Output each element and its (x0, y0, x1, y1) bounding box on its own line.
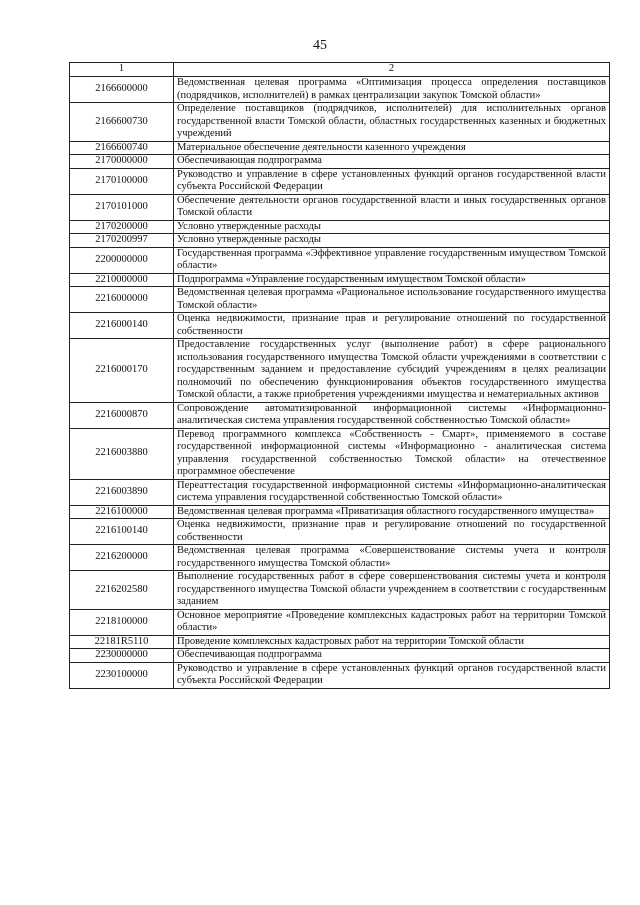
row-code: 2230000000 (70, 649, 174, 663)
row-name: Перевод программного комплекса «Собственность - Смарт», применяемого в составе государственной информационной системы «Информационно - аналитическая система управления государственной собственностью Томской области» на отечественное программное обеспечение (174, 428, 610, 479)
table-row (70, 545, 610, 571)
row-name: Оценка недвижимости, признание прав и регулирование отношений по государственной собственности (174, 519, 610, 545)
row-code: 2216000170 (70, 339, 174, 403)
row-code: 2216000870 (70, 402, 174, 428)
column-header-code: 1 (70, 63, 174, 77)
row-code: 2200000000 (70, 247, 174, 273)
table-row (70, 428, 610, 479)
row-name: Определение поставщиков (подрядчиков, исполнителей) для исполнительных органов государственной власти Томской области, областных государственных казенных и бюджетных учреждений (174, 103, 610, 142)
row-code: 2170100000 (70, 168, 174, 194)
row-name: Оценка недвижимости, признание прав и регулирование отношений по государственной собственности (174, 313, 610, 339)
table-row (70, 168, 610, 194)
table-row (70, 635, 610, 649)
row-code: 2216200000 (70, 545, 174, 571)
page-number: 45 (313, 38, 327, 53)
row-name: Ведомственная целевая программа «Рациональное использование государственного имущества Томской области» (174, 287, 610, 313)
row-code: 2170200000 (70, 220, 174, 234)
row-code: 2230100000 (70, 662, 174, 688)
row-name: Государственная программа «Эффективное управление государственным имуществом Томской области» (174, 247, 610, 273)
row-name: Обеспечение деятельности органов государственной власти и иных государственных органов Томской области (174, 194, 610, 220)
table-row (70, 609, 610, 635)
row-code: 2218100000 (70, 609, 174, 635)
table-row (70, 141, 610, 155)
table-row (70, 234, 610, 248)
table-row (70, 155, 610, 169)
row-name: Условно утвержденные расходы (174, 234, 610, 248)
row-code: 2170200997 (70, 234, 174, 248)
row-code: 2216003880 (70, 428, 174, 479)
row-name: Материальное обеспечение деятельности казенного учреждения (174, 141, 610, 155)
table-row (70, 194, 610, 220)
row-name: Сопровождение автоматизированной информационной системы «Информационно-аналитическая система управления государственной собственностью Томской области» (174, 402, 610, 428)
table-row (70, 103, 610, 142)
table-row (70, 313, 610, 339)
row-name: Обеспечивающая подпрограмма (174, 155, 610, 169)
table-row (70, 339, 610, 403)
row-name: Руководство и управление в сфере установленных функций органов государственной власти субъекта Российской Федерации (174, 168, 610, 194)
table-header-row (70, 63, 610, 77)
row-name: Ведомственная целевая программа «Приватизация областного государственного имущества» (174, 505, 610, 519)
row-name: Переаттестация государственной информационной системы «Информационно-аналитическая система управления государственной собственностью Томской области» (174, 479, 610, 505)
row-code: 2170000000 (70, 155, 174, 169)
row-code: 2216000140 (70, 313, 174, 339)
table-row (70, 273, 610, 287)
row-code: 2216100000 (70, 505, 174, 519)
row-code: 2166600740 (70, 141, 174, 155)
row-name: Ведомственная целевая программа «Совершенствование системы учета и контроля государственного имущества Томской области» (174, 545, 610, 571)
row-code: 2216000000 (70, 287, 174, 313)
row-code: 2170101000 (70, 194, 174, 220)
table-row (70, 505, 610, 519)
column-header-name: 2 (174, 63, 610, 77)
row-name: Основное мероприятие «Проведение комплексных кадастровых работ на территории Томской области» (174, 609, 610, 635)
table-row (70, 571, 610, 610)
table-row (70, 220, 610, 234)
row-name: Выполнение государственных работ в сфере совершенствования системы учета и контроля государственного имущества Томской области учреждением в соответствии с государственным заданием (174, 571, 610, 610)
row-code: 2216202580 (70, 571, 174, 610)
table-row (70, 662, 610, 688)
row-code: 2216100140 (70, 519, 174, 545)
table-row (70, 519, 610, 545)
row-name: Обеспечивающая подпрограмма (174, 649, 610, 663)
table-row (70, 649, 610, 663)
row-name: Руководство и управление в сфере установленных функций органов государственной власти субъекта Российской Федерации (174, 662, 610, 688)
budget-code-table (69, 62, 610, 689)
row-name: Предоставление государственных услуг (выполнение работ) в сфере рационального использования государственного имущества Томской области учреждениями в соответствии с государственным заданием и предоставление субсидий учреждениям в целях реализации полномочий по обеспечению функционирования объектов государственного имущества Томской области, а также приобретения учреждениями имущества и нематериальных активов (174, 339, 610, 403)
row-code: 2210000000 (70, 273, 174, 287)
row-code: 2216003890 (70, 479, 174, 505)
row-code: 2166600000 (70, 77, 174, 103)
row-name: Проведение комплексных кадастровых работ на территории Томской области (174, 635, 610, 649)
table-row (70, 479, 610, 505)
row-name: Подпрограмма «Управление государственным имуществом Томской области» (174, 273, 610, 287)
table-row (70, 402, 610, 428)
row-name: Ведомственная целевая программа «Оптимизация процесса определения поставщиков (подрядчиков, исполнителей) в рамках централизации закупок Томской области» (174, 77, 610, 103)
table-row (70, 247, 610, 273)
row-code: 22181R5110 (70, 635, 174, 649)
row-name: Условно утвержденные расходы (174, 220, 610, 234)
row-code: 2166600730 (70, 103, 174, 142)
table-row (70, 77, 610, 103)
table-row (70, 287, 610, 313)
